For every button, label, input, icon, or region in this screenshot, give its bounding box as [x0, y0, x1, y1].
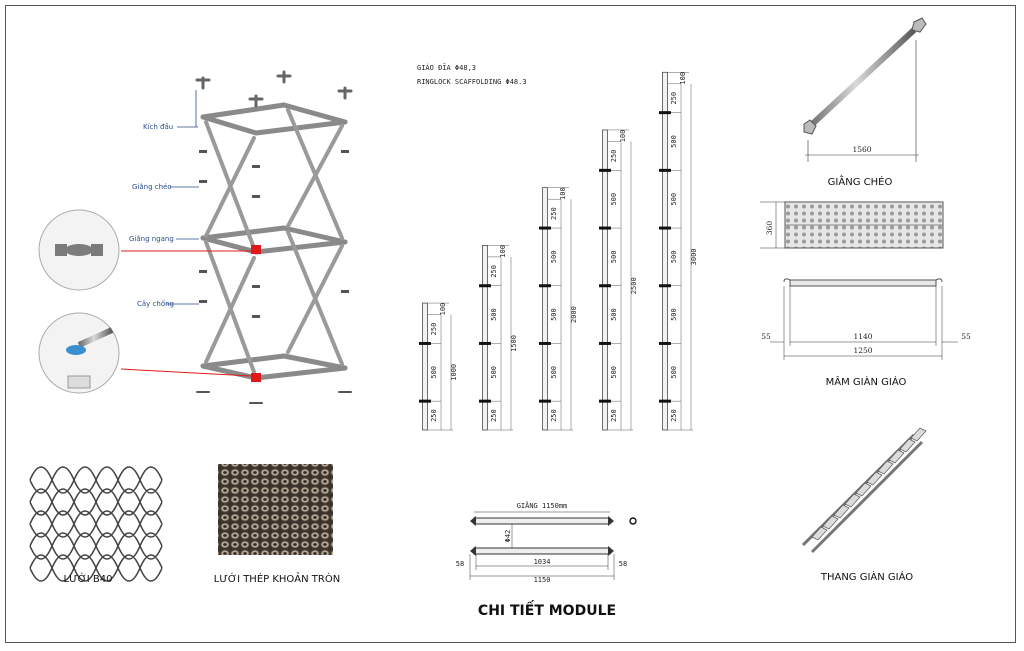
brace-dim: 1560 — [852, 145, 872, 154]
post-2-seg-label: 500 — [490, 365, 498, 379]
post-rosette — [539, 227, 551, 230]
post-rosette — [479, 284, 491, 287]
ledger-label: GIẰNG 1150mm — [516, 502, 568, 510]
round-mesh-image — [218, 464, 333, 555]
post-2-seg-label: 250 — [490, 409, 498, 422]
post-3-seg-label: 250 — [550, 207, 558, 220]
post-4-seg-label: 500 — [610, 192, 618, 206]
post-1 — [423, 303, 428, 430]
post-rosette — [599, 284, 611, 287]
label-kich-dau: Kích đầu — [143, 123, 174, 131]
ladder-caption: THANG GIÀN GIÁO — [820, 572, 914, 583]
post-5-seg-label: 500 — [670, 250, 678, 264]
post-1-seg-label: 500 — [430, 365, 438, 379]
post-rosette — [599, 169, 611, 172]
post-rosette — [539, 400, 551, 403]
ladder-drawing — [803, 428, 926, 552]
post-5-seg-label: 500 — [670, 365, 678, 379]
post-4-seg-label: 500 — [610, 365, 618, 379]
main-title: CHI TIẾT MODULE — [477, 603, 617, 619]
post-2-total-label: 1500 — [510, 335, 518, 352]
plank-total: 1250 — [853, 346, 873, 355]
post-1-seg-label: 250 — [430, 409, 438, 422]
ledger-inner: 1034 — [533, 558, 551, 566]
post-rosette — [599, 400, 611, 403]
post-1-seg-label: 250 — [430, 322, 438, 336]
post-5-top-label: 100 — [679, 71, 687, 85]
plank-caption: MÂM GIÀN GIÁO — [825, 377, 907, 388]
post-5-seg-label: 500 — [670, 135, 678, 148]
post-2-top-label: 100 — [499, 245, 507, 258]
post-3-seg-label: 500 — [550, 365, 558, 379]
plank-inner: 1140 — [853, 332, 873, 341]
post-rosette — [479, 342, 491, 345]
ledger-left-end: 58 — [455, 560, 465, 568]
label-cay-chong: Cây chống — [137, 300, 174, 308]
post-rosette — [659, 111, 671, 114]
post-5-seg-label: 500 — [670, 308, 678, 321]
header-line-2: RINGLOCK SCAFFOLDING Φ48.3 — [417, 78, 527, 86]
post-3-seg-label: 500 — [550, 308, 558, 321]
post-rosette — [539, 342, 551, 345]
post-4-seg-label: 500 — [610, 308, 618, 321]
b40-mesh-image — [30, 467, 162, 581]
mesh-b40-caption: LƯỚI B40 — [63, 574, 113, 585]
post-5-seg-label: 250 — [670, 91, 678, 105]
post-5-seg-label: 500 — [670, 192, 678, 206]
brace-caption: GIẰNG CHÉO — [827, 177, 893, 188]
post-4-top-label: 100 — [619, 129, 627, 143]
detail-circle-base — [39, 313, 119, 393]
post-rosette — [419, 400, 431, 403]
post-3-seg-label: 500 — [550, 250, 558, 264]
label-giang-ngang: Giằng ngang — [129, 235, 174, 243]
post-1-total-label: 1000 — [450, 363, 458, 381]
post-rosette — [479, 400, 491, 403]
post-rosette — [659, 284, 671, 287]
post-4-seg-label: 250 — [610, 149, 618, 163]
ledger-total: 1150 — [533, 576, 551, 584]
standard-posts — [419, 72, 698, 430]
post-rosette — [659, 169, 671, 172]
post-rosette — [599, 227, 611, 230]
post-2-seg-label: 500 — [490, 308, 498, 321]
header-line-1: GIÁO ĐĨA Φ48,3 — [417, 64, 477, 72]
scaffold-tower — [197, 72, 351, 403]
post-rosette — [659, 227, 671, 230]
post-rosette — [659, 342, 671, 345]
post-rosette — [419, 342, 431, 345]
post-5-total-label: 3000 — [690, 248, 698, 266]
post-2-seg-label: 250 — [490, 264, 498, 278]
plank-right-edge: 55 — [961, 332, 971, 341]
post-4-seg-label: 250 — [610, 409, 618, 422]
post-rosette — [539, 284, 551, 287]
post-5 — [663, 72, 668, 430]
post-3-total-label: 2000 — [570, 306, 578, 324]
diagonal-brace-drawing — [804, 18, 926, 162]
label-giang-cheo: Giằng chéo — [132, 183, 172, 191]
post-1-top-label: 100 — [439, 302, 447, 316]
post-rosette — [599, 342, 611, 345]
ledger-right-end: 58 — [618, 560, 628, 568]
plank-width: 360 — [765, 220, 774, 236]
ledger-drawing — [470, 512, 636, 580]
post-4-total-label: 2500 — [630, 277, 638, 295]
post-5-seg-label: 250 — [670, 409, 678, 422]
post-rosette — [659, 400, 671, 403]
post-3-top-label: 100 — [559, 187, 567, 200]
detail-circle-rosette — [39, 210, 119, 290]
post-3-seg-label: 250 — [550, 409, 558, 422]
plank-left-edge: 55 — [761, 332, 771, 341]
post-4-seg-label: 500 — [610, 250, 618, 264]
post-4 — [603, 130, 608, 430]
ledger-dia: Φ42 — [504, 529, 512, 543]
mesh-round-caption: LƯỚI THÉP KHOẢN TRÒN — [213, 574, 341, 585]
post-3 — [543, 188, 548, 430]
